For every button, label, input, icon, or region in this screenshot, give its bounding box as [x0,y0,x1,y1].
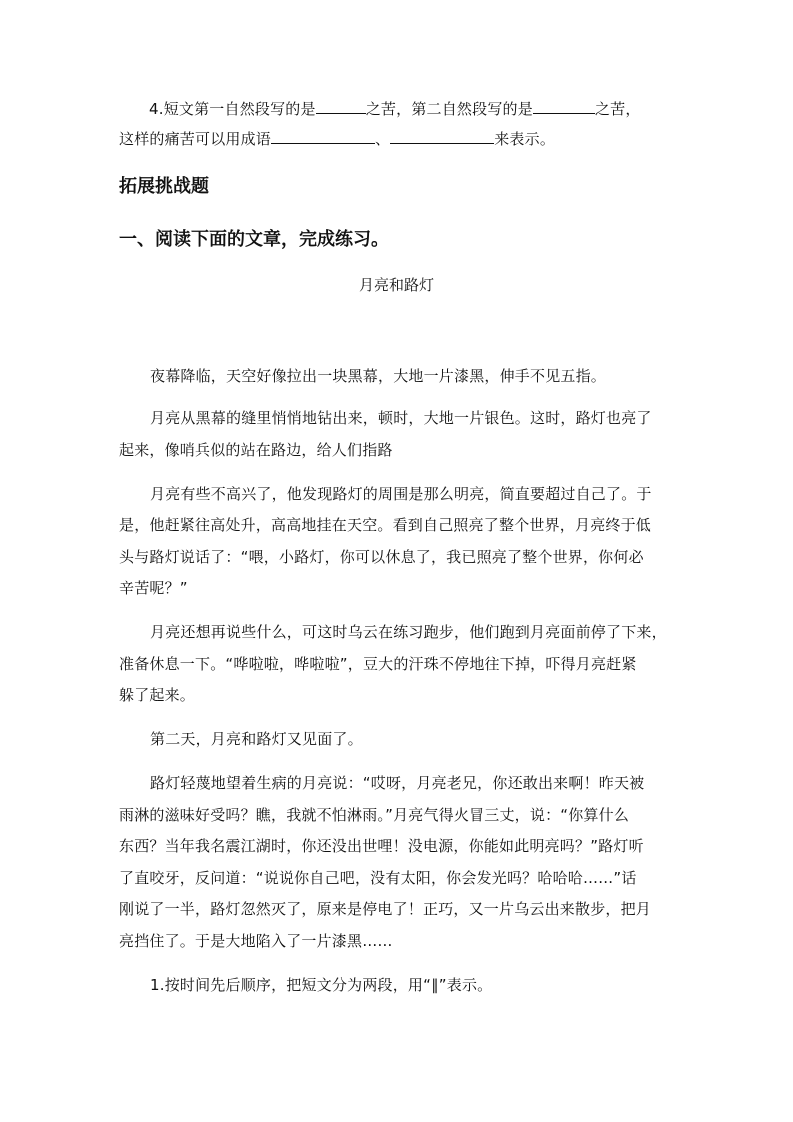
paragraph-6-line: 刚说了一半，路灯忽然灭了，原来是停电了！正巧，又一片乌云出来散步，把月 [119,900,652,918]
paragraph-3-line: 月亮有些不高兴了，他发现路灯的周围是那么明亮，简直要超过自己了。于 [150,485,652,503]
paragraph-5-line: 第二天，月亮和路灯又见面了。 [150,730,363,748]
section-heading: 拓展挑战题 [119,176,209,197]
question-4-text-f: 来表示。 [494,130,556,148]
answer-blank-4[interactable] [390,129,494,144]
question-1: 1.按时间先后顺序，把短文分为两段，用“∥”表示。 [150,976,493,994]
paragraph-6-line: 了直咬牙，反问道：“说说你自己吧，没有太阳，你会发光吗？哈哈哈……”话 [119,869,637,887]
question-4-line-1 [149,99,641,119]
question-4-text-a: 4.短文第一自然段写的是 [149,100,316,118]
answer-blank-3[interactable] [271,129,375,144]
paragraph-1-line: 夜幕降临，天空好像拉出一块黑幕，大地一片漆黑，伸手不见五指。 [150,367,607,385]
paragraph-2-line: 月亮从黑幕的缝里悄悄地钻出来，顿时，大地一片银色。这时，路灯也亮了 [150,409,652,427]
paragraph-4-line: 月亮还想再说些什么，可这时乌云在练习跑步，他们跑到月亮面前停了下来， [150,623,667,641]
question-4-text-d: 这样的痛苦可以用成语 [119,130,272,148]
paragraph-6-line: 路灯轻蔑地望着生病的月亮说：“哎呀，月亮老兄，你还敢出来啊！昨天被 [150,774,645,792]
paragraph-6-line: 亮挡住了。于是大地陷入了一片漆黑…… [119,932,393,950]
paragraph-4-line: 准备休息一下。“哗啦啦，哗啦啦”，豆大的汗珠不停地往下掉，吓得月亮赶紧 [119,655,637,673]
subsection-heading: 一、阅读下面的文章，完成练习。 [119,229,389,250]
paragraph-6-line: 雨淋的滋味好受吗？瞧，我就不怕淋雨。”月亮气得火冒三丈，说：“你算什么 [119,806,630,824]
article-title: 月亮和路灯 [358,276,434,294]
paragraph-2-line: 起来，像哨兵似的站在路边，给人们指路 [119,441,393,459]
question-4-line-2 [119,129,555,149]
paragraph-3-line: 是，他赶紧往高处升，高高地挂在天空。看到自己照亮了整个世界，月亮终于低 [119,516,652,534]
question-4-text-e: 、 [375,130,391,148]
answer-blank-1[interactable] [316,99,366,114]
paragraph-6-line: 东西？当年我名震江湖时，你还没出世哩！没电源，你能如此明亮吗？”路灯听 [119,837,644,855]
question-4-text-c: 之苦， [594,100,641,118]
paragraph-4-line: 躲了起来。 [119,686,196,704]
paragraph-3-line: 辛苦呢？” [119,579,188,597]
paragraph-3-line: 头与路灯说话了：“喂，小路灯，你可以休息了，我已照亮了整个世界，你何必 [119,548,644,566]
question-4-text-b: 之苦，第二自然段写的是 [365,100,533,118]
answer-blank-2[interactable] [533,99,595,114]
